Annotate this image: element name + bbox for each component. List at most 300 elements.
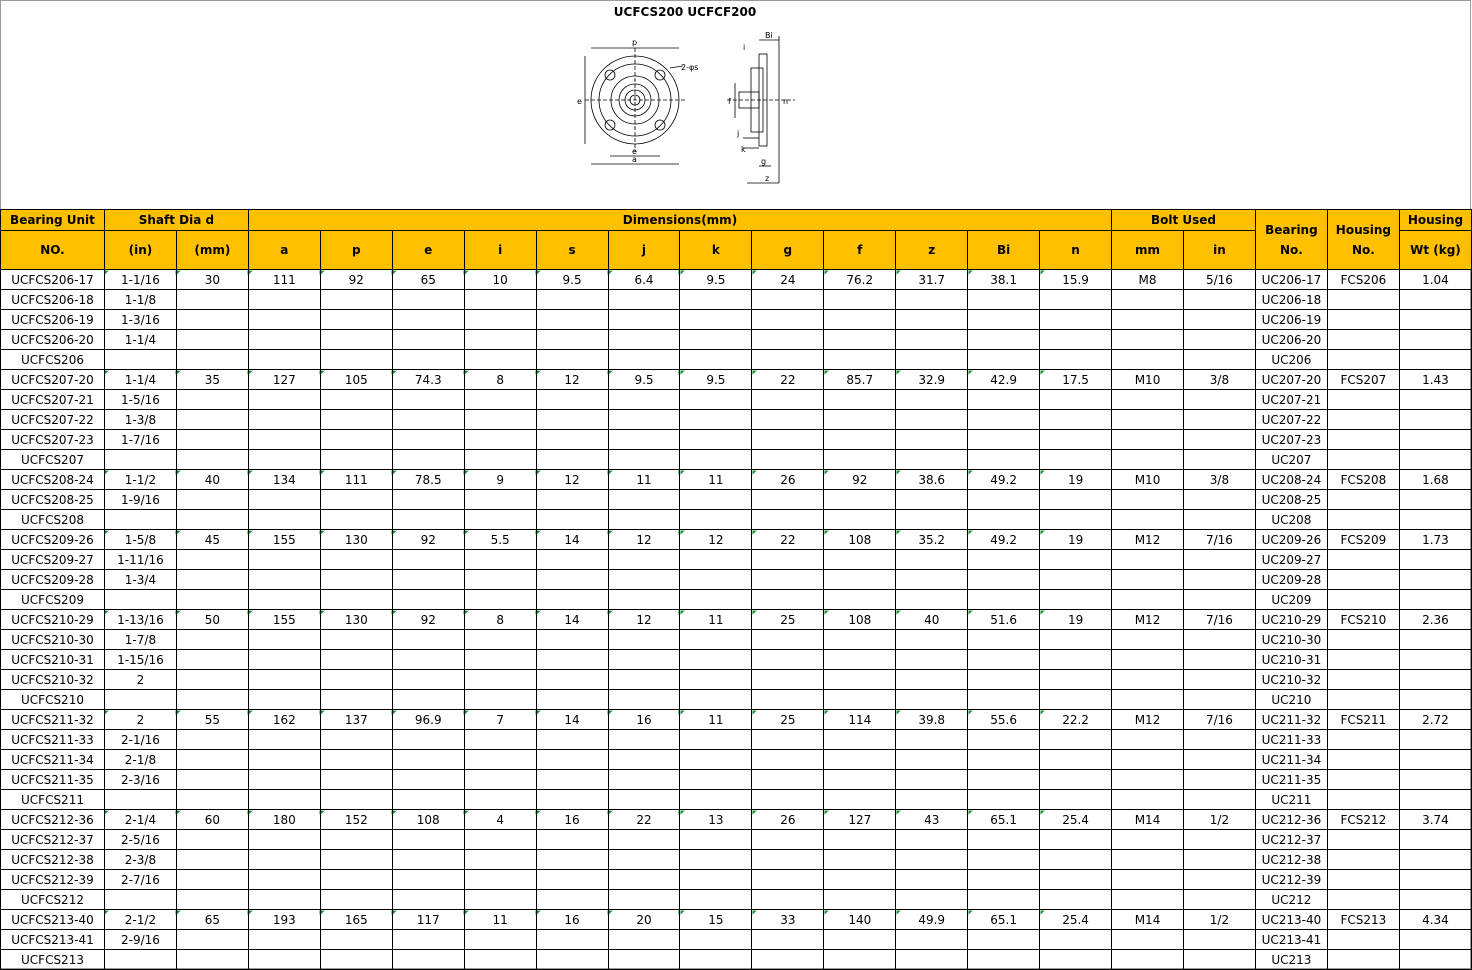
table-cell [680, 870, 752, 890]
table-cell [968, 750, 1040, 770]
table-cell: 12 [608, 610, 680, 630]
table-cell: 1-7/16 [104, 430, 176, 450]
table-cell [1399, 890, 1471, 910]
table-cell: 39.8 [896, 710, 968, 730]
table-cell [1399, 850, 1471, 870]
table-cell: 11 [680, 470, 752, 490]
table-cell: UCFCS207-20 [1, 370, 105, 390]
table-cell [1183, 650, 1255, 670]
table-cell [104, 510, 176, 530]
table-cell [1112, 410, 1184, 430]
table-cell: 114 [824, 710, 896, 730]
table-cell: UC207-20 [1255, 370, 1327, 390]
table-cell [464, 630, 536, 650]
table-cell [1183, 770, 1255, 790]
table-cell [248, 510, 320, 530]
table-cell [824, 750, 896, 770]
table-cell: 108 [824, 610, 896, 630]
table-cell: UCFCS209-27 [1, 550, 105, 570]
table-cell [896, 330, 968, 350]
table-cell [752, 410, 824, 430]
table-cell [176, 930, 248, 950]
table-cell [536, 410, 608, 430]
table-cell [968, 850, 1040, 870]
table-cell: 1/2 [1183, 910, 1255, 930]
table-cell [104, 450, 176, 470]
table-cell [464, 850, 536, 870]
table-cell: UCFCS206 [1, 350, 105, 370]
table-cell [824, 830, 896, 850]
table-row [1, 530, 1472, 550]
table-cell [1327, 450, 1399, 470]
table-cell: UCFCS211-32 [1, 710, 105, 730]
table-cell [752, 690, 824, 710]
table-row [1, 470, 1472, 490]
table-cell: 127 [824, 810, 896, 830]
table-cell: UCFCS210-31 [1, 650, 105, 670]
table-cell [248, 290, 320, 310]
table-cell [1112, 330, 1184, 350]
header-col: Wt (kg) [1399, 231, 1471, 270]
table-cell [680, 450, 752, 470]
table-cell [824, 690, 896, 710]
table-cell [320, 870, 392, 890]
table-cell [248, 390, 320, 410]
table-cell: UC211-34 [1255, 750, 1327, 770]
table-cell [896, 430, 968, 450]
table-cell [896, 410, 968, 430]
table-cell [320, 490, 392, 510]
table-cell [1183, 590, 1255, 610]
table-cell: UCFCS206-19 [1, 310, 105, 330]
table-cell [752, 730, 824, 750]
table-cell [1040, 430, 1112, 450]
table-cell: 1-1/16 [104, 270, 176, 290]
label-z: z [765, 174, 770, 183]
table-cell [752, 390, 824, 410]
header-col: a [248, 231, 320, 270]
table-cell [752, 950, 824, 970]
table-cell [608, 350, 680, 370]
header-shaft-dia: Shaft Dia d [104, 210, 248, 231]
table-cell [824, 330, 896, 350]
table-cell [1399, 310, 1471, 330]
table-cell [248, 670, 320, 690]
table-cell: 11 [680, 610, 752, 630]
table-cell [1040, 930, 1112, 950]
table-cell [1399, 790, 1471, 810]
table-cell [536, 730, 608, 750]
table-cell [824, 770, 896, 790]
label-p: p [632, 38, 638, 47]
table-cell [464, 770, 536, 790]
table-cell [896, 870, 968, 890]
table-cell: 1-1/4 [104, 330, 176, 350]
table-cell: 32.9 [896, 370, 968, 390]
table-cell: UC211-32 [1255, 710, 1327, 730]
table-cell: 4.34 [1399, 910, 1471, 930]
table-cell [752, 630, 824, 650]
table-cell: UCFCS210-32 [1, 670, 105, 690]
table-cell [1183, 870, 1255, 890]
table-cell [608, 650, 680, 670]
table-cell [536, 850, 608, 870]
table-cell [1112, 750, 1184, 770]
table-cell [1040, 490, 1112, 510]
table-cell [464, 890, 536, 910]
table-cell: 3.74 [1399, 810, 1471, 830]
table-cell: 2-1/16 [104, 730, 176, 750]
table-cell [392, 390, 464, 410]
table-row [1, 370, 1472, 390]
table-cell [680, 410, 752, 430]
table-cell [320, 950, 392, 970]
table-cell: UCFCS213 [1, 950, 105, 970]
table-cell: 92 [320, 270, 392, 290]
table-cell [536, 490, 608, 510]
table-cell [464, 430, 536, 450]
table-row [1, 430, 1472, 450]
table-cell [176, 730, 248, 750]
table-cell: 2-3/16 [104, 770, 176, 790]
table-cell [1040, 850, 1112, 870]
table-cell: UCFCS211 [1, 790, 105, 810]
table-cell [464, 690, 536, 710]
table-cell: 50 [176, 610, 248, 630]
table-cell [1040, 770, 1112, 790]
table-row [1, 350, 1472, 370]
table-cell: UCFCS206-17 [1, 270, 105, 290]
table-cell [1183, 730, 1255, 750]
table-cell [176, 950, 248, 970]
table-cell: 22 [608, 810, 680, 830]
table-cell [1399, 750, 1471, 770]
table-cell [536, 670, 608, 690]
table-cell [248, 310, 320, 330]
table-cell [1183, 630, 1255, 650]
table-cell [896, 850, 968, 870]
table-row [1, 590, 1472, 610]
table-cell [176, 690, 248, 710]
table-cell: 1-1/8 [104, 290, 176, 310]
table-row [1, 910, 1472, 930]
table-cell [1183, 690, 1255, 710]
table-cell [1040, 410, 1112, 430]
table-cell [392, 450, 464, 470]
table-cell [680, 930, 752, 950]
table-cell [392, 510, 464, 530]
table-cell: 8 [464, 610, 536, 630]
table-cell [1040, 550, 1112, 570]
table-cell: 25 [752, 610, 824, 630]
table-cell [824, 950, 896, 970]
table-cell: UCFCS208-25 [1, 490, 105, 510]
table-cell [680, 330, 752, 350]
table-cell [680, 950, 752, 970]
table-cell: FCS206 [1327, 270, 1399, 290]
table-cell [176, 770, 248, 790]
table-cell: FCS210 [1327, 610, 1399, 630]
table-cell: UC207-23 [1255, 430, 1327, 450]
table-cell [464, 650, 536, 670]
table-cell [968, 930, 1040, 950]
table-cell [968, 350, 1040, 370]
table-cell [536, 290, 608, 310]
table-cell [392, 410, 464, 430]
header-col: p [320, 231, 392, 270]
table-row [1, 690, 1472, 710]
table-cell [1399, 450, 1471, 470]
table-cell: 155 [248, 610, 320, 630]
table-cell [248, 930, 320, 950]
table-cell: 130 [320, 530, 392, 550]
table-cell [680, 570, 752, 590]
label-i: i [743, 43, 746, 52]
table-cell: UCFCS209-28 [1, 570, 105, 590]
table-cell [1399, 510, 1471, 530]
table-cell [608, 290, 680, 310]
table-row [1, 510, 1472, 530]
table-cell [464, 590, 536, 610]
table-cell [608, 830, 680, 850]
table-cell [752, 790, 824, 810]
table-cell [1399, 490, 1471, 510]
table-cell: 25 [752, 710, 824, 730]
table-cell: 14 [536, 530, 608, 550]
table-cell: UC206-19 [1255, 310, 1327, 330]
table-cell [1112, 670, 1184, 690]
table-cell [752, 330, 824, 350]
table-cell [536, 790, 608, 810]
table-cell: 96.9 [392, 710, 464, 730]
table-cell [824, 430, 896, 450]
table-cell [464, 870, 536, 890]
table-cell [1183, 830, 1255, 850]
table-cell: UCFCS213-40 [1, 910, 105, 930]
table-cell [1327, 590, 1399, 610]
table-cell [1040, 870, 1112, 890]
table-cell: 24 [752, 270, 824, 290]
table-cell [248, 650, 320, 670]
table-cell: UC211-35 [1255, 770, 1327, 790]
table-cell [1399, 950, 1471, 970]
table-cell [968, 670, 1040, 690]
table-cell: 49.2 [968, 470, 1040, 490]
page-title: UCFCS200 UCFCF200 [613, 5, 757, 19]
table-cell: 22 [752, 530, 824, 550]
table-cell [1112, 290, 1184, 310]
table-cell: 3/8 [1183, 370, 1255, 390]
table-cell: 6.4 [608, 270, 680, 290]
table-cell [968, 310, 1040, 330]
table-cell: 16 [536, 910, 608, 930]
table-row [1, 830, 1472, 850]
table-cell [896, 550, 968, 570]
header-col: mm [1112, 231, 1184, 270]
table-cell [752, 490, 824, 510]
table-cell [608, 330, 680, 350]
table-cell [968, 390, 1040, 410]
table-cell: UC207 [1255, 450, 1327, 470]
table-cell [1183, 750, 1255, 770]
table-cell: 33 [752, 910, 824, 930]
table-cell [968, 870, 1040, 890]
table-cell [320, 290, 392, 310]
table-cell [1112, 350, 1184, 370]
table-cell [896, 490, 968, 510]
table-cell: UCFCS210 [1, 690, 105, 710]
table-cell: 49.2 [968, 530, 1040, 550]
table-cell [608, 590, 680, 610]
table-cell [968, 410, 1040, 430]
header-col: s [536, 231, 608, 270]
label-f: f [728, 97, 731, 106]
table-cell [1399, 670, 1471, 690]
table-cell: UC213 [1255, 950, 1327, 970]
table-row [1, 770, 1472, 790]
table-cell [824, 790, 896, 810]
table-cell [968, 830, 1040, 850]
table-cell [536, 510, 608, 530]
table-cell [1327, 730, 1399, 750]
table-cell [752, 290, 824, 310]
table-cell [968, 450, 1040, 470]
table-cell [968, 490, 1040, 510]
table-cell: 19 [1040, 610, 1112, 630]
table-cell [752, 870, 824, 890]
table-cell [680, 730, 752, 750]
table-cell [392, 350, 464, 370]
table-cell [1399, 770, 1471, 790]
table-cell [752, 310, 824, 330]
table-cell [1183, 450, 1255, 470]
table-cell [392, 570, 464, 590]
table-cell: 4 [464, 810, 536, 830]
table-cell [1040, 750, 1112, 770]
table-cell [176, 890, 248, 910]
table-cell: UC209-26 [1255, 530, 1327, 550]
table-cell [752, 850, 824, 870]
table-cell: 2 [104, 710, 176, 730]
table-cell [824, 890, 896, 910]
table-cell: FCS208 [1327, 470, 1399, 490]
table-cell [536, 630, 608, 650]
table-cell [896, 690, 968, 710]
table-cell [464, 550, 536, 570]
table-cell [1399, 590, 1471, 610]
table-cell [248, 430, 320, 450]
table-cell: 12 [536, 370, 608, 390]
table-cell: 1-5/8 [104, 530, 176, 550]
table-cell [1327, 750, 1399, 770]
label-a: a [632, 155, 637, 164]
header-col: in [1183, 231, 1255, 270]
table-cell: 14 [536, 710, 608, 730]
table-cell [320, 390, 392, 410]
table-cell [176, 830, 248, 850]
table-cell: 2-1/2 [104, 910, 176, 930]
table-cell [320, 430, 392, 450]
table-cell [1040, 890, 1112, 910]
table-cell: 15.9 [1040, 270, 1112, 290]
table-cell: 111 [320, 470, 392, 490]
table-cell [896, 590, 968, 610]
table-cell: 1-3/4 [104, 570, 176, 590]
table-cell [536, 690, 608, 710]
table-cell [824, 410, 896, 430]
table-cell [464, 730, 536, 750]
table-cell [176, 350, 248, 370]
table-cell [968, 570, 1040, 590]
table-cell: 30 [176, 270, 248, 290]
table-cell: 92 [824, 470, 896, 490]
table-cell [176, 490, 248, 510]
table-cell: 38.6 [896, 470, 968, 490]
table-cell [464, 410, 536, 430]
table-cell [176, 650, 248, 670]
table-cell [1327, 510, 1399, 530]
table-cell [1040, 670, 1112, 690]
table-cell [1112, 510, 1184, 530]
table-cell [680, 550, 752, 570]
table-cell [1327, 950, 1399, 970]
table-row [1, 310, 1472, 330]
table-cell [680, 690, 752, 710]
table-cell: 134 [248, 470, 320, 490]
table-row [1, 930, 1472, 950]
table-cell [1112, 870, 1184, 890]
table-cell [464, 670, 536, 690]
table-cell [1327, 550, 1399, 570]
table-cell [896, 730, 968, 750]
table-cell [248, 950, 320, 970]
table-cell: UCFCS209 [1, 590, 105, 610]
table-cell [896, 930, 968, 950]
table-cell: FCS212 [1327, 810, 1399, 830]
table-cell: UCFCS212-36 [1, 810, 105, 830]
table-cell: UC210 [1255, 690, 1327, 710]
table-cell: FCS209 [1327, 530, 1399, 550]
table-cell: UCFCS207-21 [1, 390, 105, 410]
label-n: n [783, 97, 789, 106]
table-cell: 12 [680, 530, 752, 550]
table-cell [248, 830, 320, 850]
table-cell [392, 790, 464, 810]
table-cell [824, 590, 896, 610]
table-cell [1112, 950, 1184, 970]
table-cell: UC211 [1255, 790, 1327, 810]
table-cell [1183, 410, 1255, 430]
table-cell [608, 870, 680, 890]
table-cell [464, 490, 536, 510]
table-cell: 1-15/16 [104, 650, 176, 670]
header-col: n [1040, 231, 1112, 270]
table-cell [896, 630, 968, 650]
table-cell [1327, 430, 1399, 450]
table-cell [1040, 330, 1112, 350]
table-cell [1112, 490, 1184, 510]
table-cell [248, 730, 320, 750]
table-cell [320, 770, 392, 790]
table-cell: UC212 [1255, 890, 1327, 910]
table-cell: 11 [680, 710, 752, 730]
table-cell [608, 510, 680, 530]
table-cell [608, 850, 680, 870]
table-cell: UC212-36 [1255, 810, 1327, 830]
table-cell [680, 650, 752, 670]
table-cell [176, 590, 248, 610]
table-cell: 14 [536, 610, 608, 630]
